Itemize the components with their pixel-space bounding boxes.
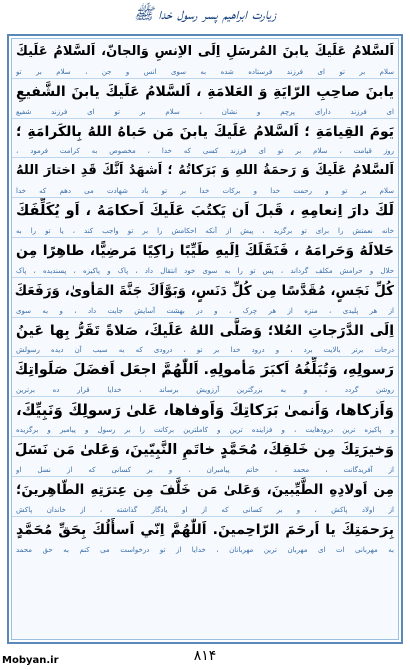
persian-translation: روشن گردد ، و به بزرگترین آرزویش برساند ، خدایا قرار ده برترین <box>16 386 394 395</box>
arabic-text: يابنَ صاحِبِ الرّايَةِ وَ العَلامَةِ ، اَلسَّلامُ عَلَيكَ يابنَ الشَّفيعِ <box>16 83 394 100</box>
text-line <box>12 198 398 238</box>
text-line <box>12 278 398 318</box>
persian-translation: درجات برتر بالایت برد ، و درود خدا بر تو ، درودی که به سبب آن دیده رسولش <box>16 346 394 355</box>
persian-translation: خانه نعمتش را برای تو برگزید ، پیش از آنکه احکامش را بر تو واجب کند ، یا تو را به <box>16 226 394 235</box>
text-line <box>12 39 398 79</box>
arabic-text: يَومَ القِيامَةِ ؛ اَلسَّلامُ عَلَيكَ يابنَ مَن حَباهُ اللهُ بِالكَرامَةِ ؛ <box>16 123 394 140</box>
text-line <box>12 357 398 397</box>
arabic-text: وَاَزكاها، وَاَنمىٰ بَرَكاتِكَ وَاَوفاها، عَلىٰ رَسولِكَ وَنَبِيِّكَ، <box>16 401 394 420</box>
arabic-text: وَخيرَتِكَ مِن خَلقِكَ، مُحَمَّدٍ خاتَمِ النَّبِيّينَ، وَعَلىٰ مَن نَسَلَ <box>14 441 394 458</box>
persian-translation: از اولاد پاکش ، و بر کسانی که از او یادگار گذاشته ، از خاندان پاکش <box>16 505 394 514</box>
page-title: زیارت ابراهیم پسر رسول خدا ﷺ <box>133 4 277 23</box>
text-line <box>12 238 398 278</box>
arabic-text: لَكَ دارَ اِنعامِهِ ، قَبلَ اَن يَكتُبَ عَلَيكَ اَحكامَهُ ، اَو يُكَلِّفَكَ <box>16 203 394 220</box>
text-line <box>12 437 398 477</box>
text-line <box>12 517 398 557</box>
persian-translation: و پاکیزه ترین درودهایت ، و فزاینده ترین و کاملترین برکاتت را بر رسول و پیامبر و برگزیده <box>16 425 394 434</box>
text-line <box>12 477 398 517</box>
arabic-text: بِرَحمَتِكَ يا اَرحَمَ الرّاحِمينَ. اَللّٰهُمَّ اِنّي اَسأَلُكَ بِحَقِّ مُحَمَّدٍ <box>16 521 394 538</box>
arabic-text: اِلَى الدَّرَجاتِ العُلا؛ وَصَلَّى اللهُ عَلَيكَ، صَلاةً تَقَرُّ بِها عَينُ <box>16 322 394 339</box>
persian-translation: از هر پلیدی ، منزه از هر چرک ، و در بهشت آسایش جایت داد ، و به سوی <box>16 306 394 315</box>
text-line <box>12 158 398 198</box>
arabic-text: رَسولِهِ، وَتُبَلِّغُهُ اَكبَرَ مَأمولِهِ. اَللّٰهُمَّ اجعَل اَفضَلَ صَلَواتِكَ <box>14 362 394 379</box>
persian-translation: ای فرزند دارای پرچم و نشان ، سلام بر تو ای فرزند شفیع <box>16 107 394 116</box>
text-line <box>12 119 398 159</box>
arabic-text: اَلسَّلامُ عَلَيكَ وَ رَحمَةُ اللهِ وَ بَرَكاتُهُ ؛ اَشهَدُ اَنَّكَ قَدِ اختارَ اللهُ <box>16 163 394 179</box>
site-watermark: Mobyan.ir <box>2 655 59 666</box>
page-number: ۸۱۴ <box>193 648 217 664</box>
text-lines <box>11 38 399 640</box>
persian-translation: به مهربانی ات ای مهربان ترین مهربانان ، خدایا از تو درخواست می کنم به حق محمد <box>16 546 394 555</box>
persian-translation: سلام بر تو و رحمت خدا و برکات خدا بر تو باد شهادت می دهم که خدا <box>16 187 394 196</box>
text-frame <box>7 34 403 644</box>
arabic-text: مِن اَولادِهِ الطَّيِّبينَ، وَعَلىٰ مَن خَلَّفَ مِن عِترَتِهِ الطّاهِرينَ؛ <box>16 481 394 498</box>
persian-translation: از آفریدگانت ، محمد ، خاتم پیامبران ، و بر کسانی که از نسل او <box>16 465 394 474</box>
persian-translation: روز قیامت ، سلام بر تو ای فرزند کسی که خدا ، مخصوص به کرامت فرمود ، <box>16 147 394 156</box>
text-line <box>12 318 398 358</box>
arabic-text: كُلِّ نَجَسٍ، مُقَدَّسًا مِن كُلِّ دَنَسٍ، وَبَوَّاَكَ جَنَّةَ المَأوىٰ، وَرَفَعَكَ <box>14 282 394 299</box>
persian-translation: سلام بر تو ای فرزند فرستاده شده به سوی انس و جن ، سلام بر تو <box>16 67 394 76</box>
arabic-text: حَلالَهُ وَحَرامَهُ ، فَنَقَلَكَ اِلَيهِ طَيِّبًا زاكِيًا مَرضِيًّا، طاهِرًا مِن <box>16 242 394 259</box>
persian-translation: حلال و حرامش مکلف گرداند ، پس تو را به سوی خود انتقال داد ، پاک و پاکیزه ، پسندیده ، پاک <box>16 266 394 275</box>
text-line <box>12 397 398 437</box>
arabic-text: اَلسَّلامُ عَلَيكَ يابنَ المُرسَلِ اِلَى الاِنسِ وَالجانّ، اَلسَّلامُ عَلَيكَ <box>16 44 394 59</box>
text-line <box>12 79 398 119</box>
